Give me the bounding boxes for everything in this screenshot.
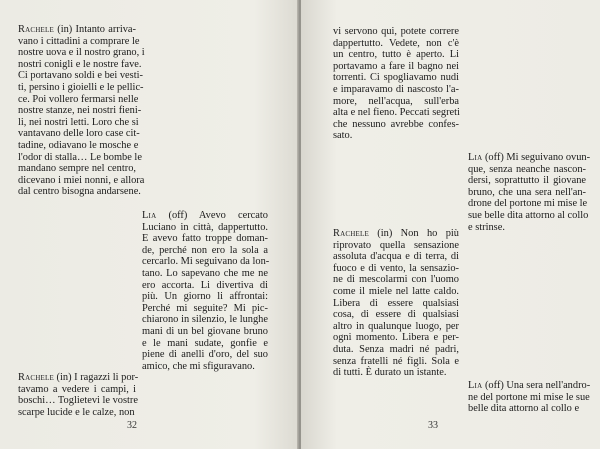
text-line: come il miele nel latte caldo. bbox=[333, 285, 459, 297]
right-paragraph-lia-2 bbox=[468, 380, 591, 415]
right-paragraph-rachele-1 bbox=[333, 26, 459, 142]
text-line: ti, persino i gioielli e le pellic- bbox=[18, 81, 144, 93]
right-paragraph-rachele-2 bbox=[333, 228, 459, 379]
text-line: cosa, di essere di qualsiasi bbox=[333, 309, 459, 321]
text-line: li, nei nostri letti. Loro che si bbox=[18, 116, 139, 128]
text-line: boschi… Toglietevi le vostre bbox=[18, 395, 138, 407]
text-line: Lia (off) Una sera nell'andro- bbox=[468, 380, 591, 391]
text-line: duta. Senza madri né padri, bbox=[333, 343, 459, 355]
text-line: che nessuno avrebbe confes- bbox=[333, 118, 459, 130]
text-line: ce. Poi vollero fermarsi nelle bbox=[18, 93, 139, 105]
text-line: scarpe lucide e le calze, non bbox=[18, 406, 135, 418]
text-line: Lia (off) Avevo cercato bbox=[142, 210, 268, 221]
left-paragraph-rachele-2 bbox=[18, 372, 139, 418]
text-line: nostre stanze, nei nostri fieni- bbox=[18, 105, 142, 117]
text-line: de, perché non ero la sola a bbox=[142, 244, 268, 256]
text-line: chiarono in silenzio, le lunghe bbox=[142, 314, 268, 326]
text-line: Rachele (in) Non ho più bbox=[333, 228, 459, 239]
text-line: altro in qualunque luogo, per bbox=[333, 320, 459, 332]
text-line: sue belle dita attorno al collo bbox=[468, 209, 589, 221]
text-line: cercarlo. Mi seguivano da lon- bbox=[142, 256, 270, 268]
text-line: un centro, tutto è aperto. Li bbox=[333, 49, 459, 61]
text-line: nostri conigli e le nostre fave. bbox=[18, 58, 142, 70]
text-line: senza fratelli né figli. Sola e bbox=[333, 355, 459, 367]
text-line: e strinse. bbox=[468, 221, 505, 233]
text-line: tavamo a vedere i campi, i bbox=[18, 383, 136, 395]
text-line: riprovato quella sensazione bbox=[333, 239, 459, 251]
text-line: que, senza neanche nascon- bbox=[468, 163, 586, 175]
text-line: vano i cittadini a comprare le bbox=[18, 35, 140, 47]
text-line: ero accorta. Li divertiva di bbox=[142, 279, 268, 291]
text-line: alta e nel fieno. Peccati segreti bbox=[333, 107, 460, 119]
text-line: torrenti. Ci spogliavamo nudi bbox=[333, 72, 459, 84]
text-line: nostre uova e il nostro grano, i bbox=[18, 47, 145, 59]
left-paragraph-lia-1 bbox=[142, 210, 268, 372]
text-line: vantavano delle loro case cit- bbox=[18, 128, 140, 140]
text-line: E avevo fatto troppe doman- bbox=[142, 233, 268, 245]
text-line: dal centro bisogna andarsene. bbox=[18, 186, 141, 198]
text-line: Rachele (in) I ragazzi li por- bbox=[18, 372, 139, 383]
text-line: dicevano i miei nonni, e allora bbox=[18, 174, 145, 186]
text-line: Lia (off) Mi seguivano ovun- bbox=[468, 152, 591, 163]
text-line: dappertutto. Vedete, non c'è bbox=[333, 37, 459, 49]
text-line: tano. Lo sapevano che me ne bbox=[142, 267, 268, 279]
text-line: amico, che mi sfiguravano. bbox=[142, 360, 255, 372]
text-line: Perché mi seguite? Mi pic- bbox=[142, 302, 268, 314]
right-page-number: 33 bbox=[428, 420, 438, 431]
text-line: Luciano in città, dappertutto. bbox=[142, 221, 268, 233]
text-line: ogni momento. Libera e per- bbox=[333, 332, 459, 344]
text-line: di tutti. È durato un istante. bbox=[333, 367, 447, 379]
text-line: Rachele (in) Intanto arriva- bbox=[18, 24, 136, 35]
text-line: piene di anelli d'oro, del suo bbox=[142, 349, 268, 361]
text-line: l'odor di stalla… Le bombe le bbox=[18, 151, 142, 163]
text-line: belle dita attorno al collo e bbox=[468, 403, 580, 415]
text-line: portavamo a fare il bagno nei bbox=[333, 60, 459, 72]
text-line: dersi, soprattutto il giovane bbox=[468, 175, 586, 187]
text-line: Ci portavano soldi e bei vesti- bbox=[18, 70, 143, 82]
text-line: vi servono qui, potete correre bbox=[333, 26, 459, 37]
text-line: Libera di essere qualsiasi bbox=[333, 297, 459, 309]
text-line: ne di mescolarmi con l'uomo bbox=[333, 274, 459, 286]
text-line: sato. bbox=[333, 130, 353, 142]
text-line: ne del portone mi mise le sue bbox=[468, 391, 590, 403]
text-line: more, nell'acqua, sull'erba bbox=[333, 95, 459, 107]
text-line: assoluta d'acqua e di terra, di bbox=[333, 251, 459, 263]
text-line: mandano sempre nel centro, bbox=[18, 163, 136, 175]
text-line: e le mani sudate, gonfie e bbox=[142, 337, 268, 349]
left-page-number: 32 bbox=[127, 420, 137, 431]
text-line: mani di un bel giovane bruno bbox=[142, 325, 268, 337]
text-line: tadine, odiavano le mosche e bbox=[18, 139, 139, 151]
left-page bbox=[0, 0, 299, 449]
text-line: drone del portone mi mise le bbox=[468, 198, 588, 210]
text-line: fuoco e di vento, la sensazio- bbox=[333, 262, 459, 274]
right-page bbox=[301, 0, 600, 449]
text-line: e imparavamo di nascosto l'a- bbox=[333, 83, 459, 95]
text-line: più. Un giorno li affrontai: bbox=[142, 291, 268, 303]
text-line: bruno, che una sera nell'an- bbox=[468, 186, 586, 198]
left-paragraph-rachele-1 bbox=[18, 24, 145, 198]
right-paragraph-lia-1 bbox=[468, 152, 591, 233]
